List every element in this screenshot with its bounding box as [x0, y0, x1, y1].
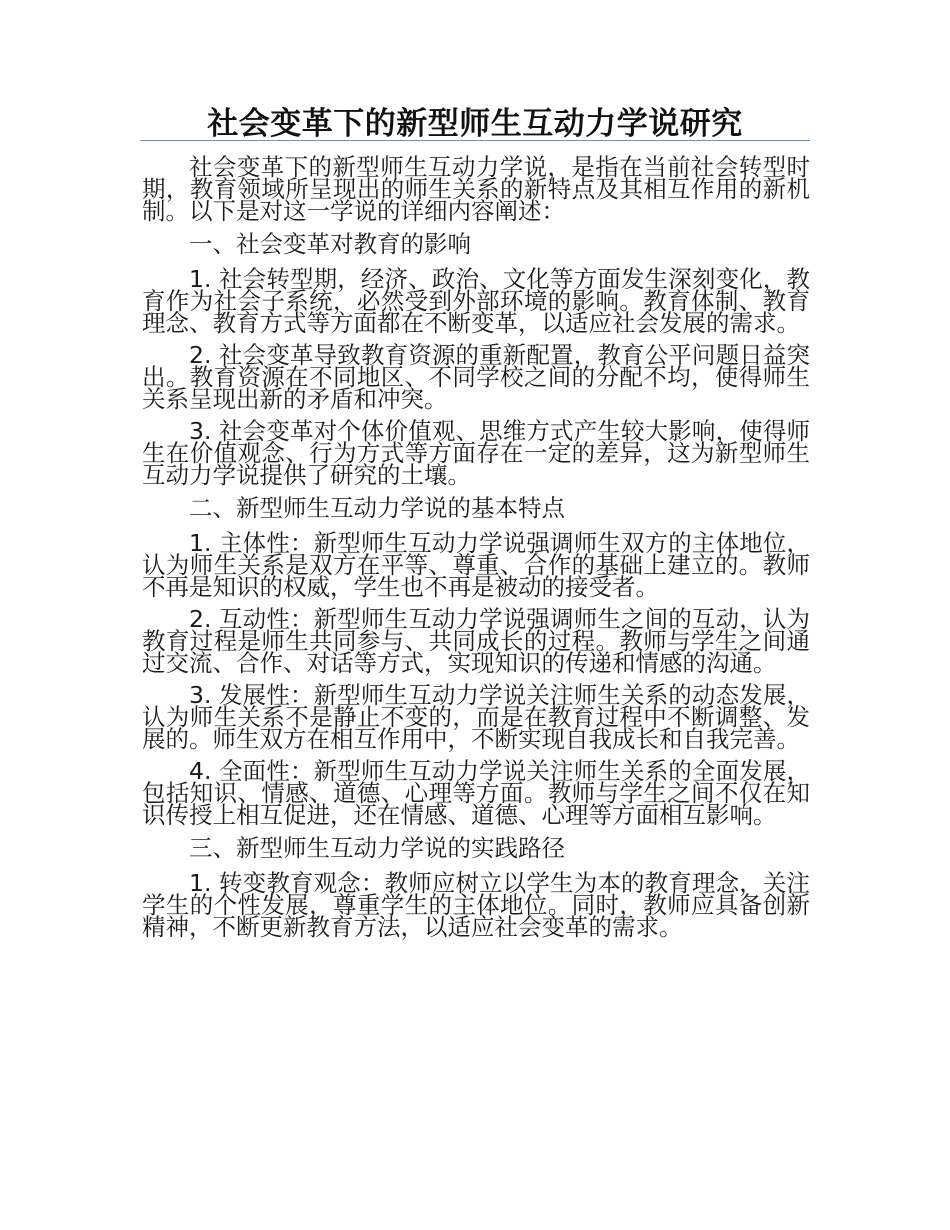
intro-paragraph: 社会变革下的新型师生互动力学说，是指在当前社会转型时期，教育领域所呈现出的师生关系的新特点及其相互作用的新机制。以下是对这一学说的详细内容阐述：: [142, 153, 810, 225]
section-2-item-4: 4. 全面性：新型师生互动力学说关注师生关系的全面发展，包括知识、情感、道德、心理等方面。教师与学生之间不仅在知识传授上相互促进，还在情感、道德、心理等方面相互影响。: [142, 757, 810, 829]
section-3-item-1: 1. 转变教育观念：教师应树立以学生为本的教育理念，关注学生的个性发展，尊重学生的主体地位。同时，教师应具备创新精神，不断更新教育方法，以适应社会变革的需求。: [142, 869, 810, 941]
section-heading-3: 三、新型师生互动力学说的实践路径: [189, 834, 565, 862]
title-underline: [140, 140, 810, 141]
section-2-item-3: 3. 发展性：新型师生互动力学说关注师生关系的动态发展，认为师生关系不是静止不变的，而是在教育过程中不断调整、发展的。师生双方在相互作用中，不断实现自我成长和自我完善。: [142, 681, 810, 753]
section-1-item-3: 3. 社会变革对个体价值观、思维方式产生较大影响，使得师生在价值观念、行为方式等方面存在一定的差异，这为新型师生互动力学说提供了研究的土壤。: [142, 417, 810, 489]
section-1-item-1: 1. 社会转型期，经济、政治、文化等方面发生深刻变化，教育作为社会子系统，必然受到外部环境的影响。教育体制、教育理念、教育方式等方面都在不断变革，以适应社会发展的需求。: [142, 265, 810, 337]
section-1-item-2: 2. 社会变革导致教育资源的重新配置，教育公平问题日益突出。教育资源在不同地区、不同学校之间的分配不均，使得师生关系呈现出新的矛盾和冲突。: [142, 341, 810, 413]
section-2-item-1: 1. 主体性：新型师生互动力学说强调师生双方的主体地位，认为师生关系是双方在平等、尊重、合作的基础上建立的。教师不再是知识的权威，学生也不再是被动的接受者。: [142, 529, 810, 601]
section-heading-1: 一、社会变革对教育的影响: [189, 230, 471, 258]
section-heading-2: 二、新型师生互动力学说的基本特点: [189, 494, 565, 522]
document-title: 社会变革下的新型师生互动力学说研究: [207, 106, 743, 142]
document-body: [142, 153, 810, 948]
section-2-item-2: 2. 互动性：新型师生互动力学说强调师生之间的互动，认为教育过程是师生共同参与、共同成长的过程。教师与学生之间通过交流、合作、对话等方式，实现知识的传递和情感的沟通。: [142, 605, 810, 677]
